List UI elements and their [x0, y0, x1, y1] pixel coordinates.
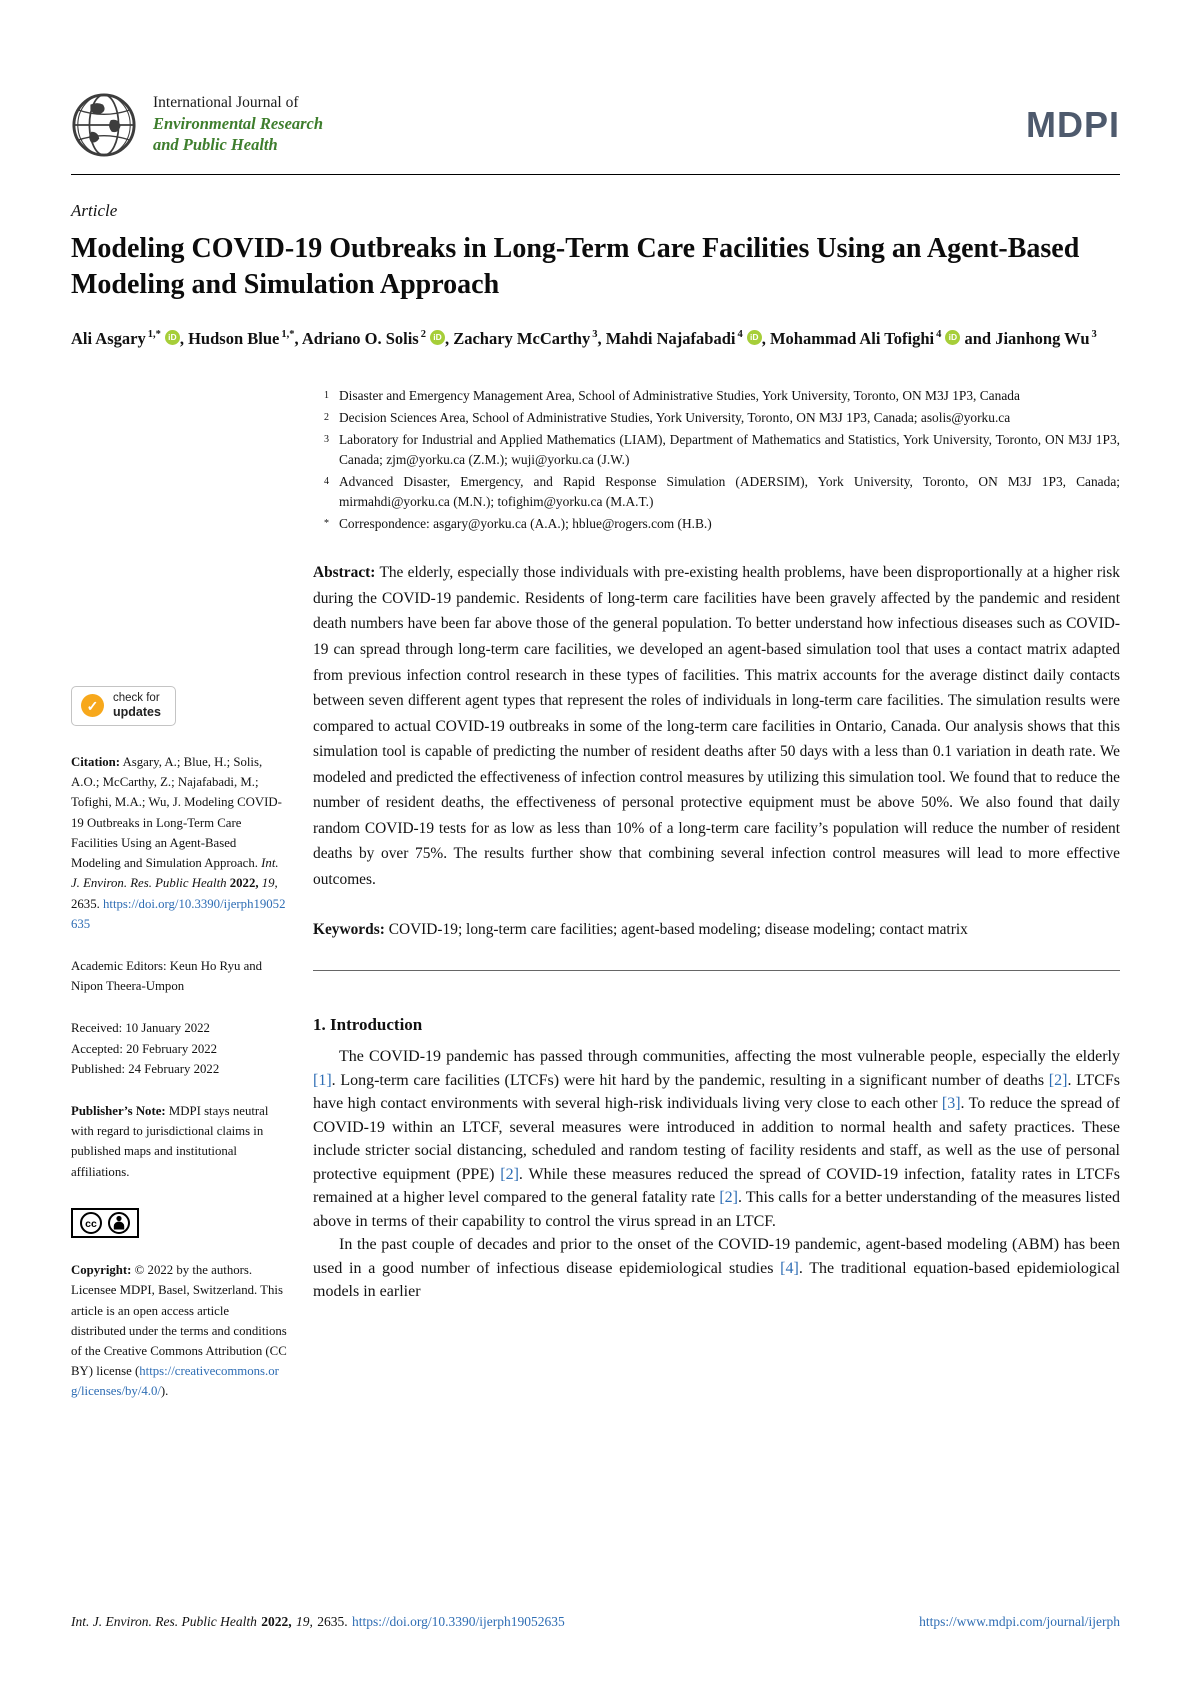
author-name: Ali Asgary — [71, 328, 146, 348]
footer-citation: Int. J. Environ. Res. Public Health 2022, 19, 2635. https://doi.org/10.3390/ijerph19052635 — [71, 1614, 565, 1629]
published-date: Published: 24 February 2022 — [71, 1061, 220, 1076]
intro-paragraphs — [313, 1045, 1120, 1304]
body-paragraph: In the past couple of decades and prior to the onset of the COVID-19 pandemic, agent-based modeling (ABM) has been used in a good number of infectious disease epidemiological studies [4]. The traditional equation-based epidemiological models in earlier — [313, 1236, 1120, 1301]
dates-block — [71, 1018, 287, 1079]
citation-ref[interactable]: [1] — [313, 1071, 332, 1089]
affiliation-text: Disaster and Emergency Management Area, School of Administrative Studies, York University, Toronto, ON M3J 1P3, Canada — [339, 387, 1020, 403]
license-link[interactable]: https://creativecommons.org/licenses/by/4.0/ — [71, 1364, 279, 1399]
orcid-icon[interactable]: iD — [747, 330, 762, 345]
author-affiliation-sup: 1,* — [147, 329, 161, 341]
affiliation-row — [313, 408, 1120, 428]
copyright-block: Copyright: © 2022 by the authors. Licensee MDPI, Basel, Switzerland. This article is an open access article distributed under the terms and conditions of the Creative Commons Attribution (CC BY) license (https://creativecommons.org/licenses/by/4.0/). — [71, 1263, 287, 1399]
cc-by-license-badge[interactable] — [71, 1208, 139, 1244]
content-columns — [71, 386, 1120, 1402]
author-name: Mahdi Najafabadi — [605, 328, 736, 348]
journal-name-line1: International Journal of — [153, 94, 299, 112]
affiliation-row — [313, 386, 1120, 406]
citation-doi-link[interactable]: https://doi.org/10.3390/ijerph19052635 — [71, 896, 286, 931]
section-divider — [313, 970, 1120, 971]
journal-brand — [71, 92, 323, 158]
author-name: Adriano O. Solis — [301, 328, 419, 348]
affiliation-text: Correspondence: asgary@yorku.ca (A.A.); hblue@rogers.com (H.B.) — [339, 516, 712, 532]
journal-name — [153, 94, 323, 155]
affiliation-text: Advanced Disaster, Emergency, and Rapid Response Simulation (ADERSIM), York University, Toronto, ON M3J 1P3, Canada; mirmahdi@yorku.ca (M.N.); tofighim@yorku.ca (M.A.T.) — [339, 473, 1120, 510]
citation-ref[interactable]: [2] — [719, 1189, 738, 1207]
affiliation-list — [313, 386, 1120, 535]
author-affiliation-sup: 4 — [936, 329, 942, 341]
author-affiliation-sup: 3 — [1091, 329, 1097, 341]
author-affiliation-sup: 1,* — [281, 329, 295, 341]
page-title: Modeling COVID-19 Outbreaks in Long-Term Care Facilities Using an Agent-Based Modeling and Simulation Approach — [71, 233, 1080, 300]
accepted-date: Accepted: 20 February 2022 — [71, 1041, 218, 1056]
check-for-updates-label: check for updates — [113, 691, 161, 719]
citation-ref[interactable]: [2] — [500, 1165, 519, 1183]
citation-label: Citation: — [71, 754, 121, 769]
copyright-label: Copyright: — [71, 1263, 132, 1278]
header-rule — [71, 174, 1120, 175]
footer — [71, 1614, 1120, 1630]
sidebar — [71, 386, 287, 1402]
affiliation-text: Decision Sciences Area, School of Administrative Studies, York University, Toronto, ON M3J 1P3, Canada; asolis@yorku.ca — [339, 409, 1011, 425]
check-for-updates-badge[interactable] — [71, 686, 176, 726]
author-name: Jianhong Wu — [995, 328, 1090, 348]
main-column — [313, 386, 1120, 1402]
footer-doi-link[interactable]: https://doi.org/10.3390/ijerph19052635 — [351, 1614, 565, 1629]
keywords-block — [313, 917, 1120, 943]
academic-editors-block: Academic Editors: Keun Ho Ryu and Nipon Theera-Umpon — [71, 958, 263, 994]
author-name: Zachary McCarthy — [453, 328, 591, 348]
author-affiliation-sup: 4 — [737, 329, 743, 341]
publishers-note-label: Publisher’s Note: — [71, 1104, 166, 1119]
article-type: Article — [71, 201, 118, 220]
affiliation-row — [313, 472, 1120, 512]
keywords-text: COVID-19; long-term care facilities; agent-based modeling; disease modeling; contact matrix — [388, 920, 968, 938]
check-icon: ✓ — [81, 694, 104, 717]
affiliation-row — [313, 430, 1120, 470]
citation-ref[interactable]: [2] — [1048, 1071, 1068, 1089]
svg-text:cc: cc — [85, 1217, 97, 1230]
citation-ref[interactable]: [3] — [941, 1095, 961, 1113]
mdpi-logo[interactable]: MDPI — [1026, 104, 1120, 145]
affiliation-marker: 2 — [324, 411, 329, 423]
author-name: Hudson Blue — [188, 328, 280, 348]
author-affiliation-sup: 2 — [420, 329, 426, 341]
orcid-icon[interactable]: iD — [945, 330, 960, 345]
body-paragraph: The COVID-19 pandemic has passed through communities, affecting the most vulnerable people, especially the elderly [1]. Long-term care facilities (LTCFs) were hit hard by the pandemic, resulting in a significant number of deaths [2]. LTCFs have high contact environments with several high-risk individuals living very close to each other [3]. To reduce the spread of COVID-19 within an LTCF, several measures were introduced in addition to normal health and safety practices. These include stricter social distancing, scheduled and random testing of facility residents and staff, as well as the use of personal protective equipment (PPE) [2]. While these measures reduced the spread of COVID-19 infection, fatality rates in LTCFs remained at a higher level compared to the general fatality rate [2]. This calls for a better understanding of the measures listed above in terms of their capability to control the virus spread in an LTCF. — [313, 1048, 1121, 1230]
academic-editors-label: Academic Editors: — [71, 958, 167, 973]
affiliation-row — [313, 514, 1120, 534]
author-name: Mohammad Ali Tofighi — [769, 328, 935, 348]
author-list: Ali Asgary $^{1,*}$ iD , Hudson Blue $^{1,*}$, Adriano O. Solis $^2$ iD , Zachary McCarthy $^3$, Mahdi Najafabadi $^4$ iD , Mohammad Ali Tofighi $^4$ iD and Jianhong Wu $^3$ — [71, 328, 1097, 348]
publishers-note-block: Publisher’s Note: MDPI stays neutral with regard to jurisdictional claims in published maps and institutional affiliations. — [71, 1104, 269, 1179]
journal-name-line2: Environmental Research — [153, 114, 324, 134]
abstract-text: The elderly, especially those individuals with pre-existing health problems, have been disproportionally at a higher risk during the COVID-19 pandemic. Residents of long-term care facilities have been gravely affected by the pandemic and resident death numbers have been far above those of the general population. To better understand how infectious diseases such as COVID-19 can spread through long-term care facilities, we developed an agent-based simulation tool that uses a contact matrix adapted from previous infection control research in these types of facilities. This matrix accounts for the average distinct daily contacts between seven different agent types that represent the roles of individuals in long-term care facilities. The simulation results were compared to actual COVID-19 outbreaks in some of the long-term care facilities in Ontario, Canada. Our analysis shows that this simulation tool is capable of predicting the number of resident deaths after 50 days with a less than 0.1 variation in death rate. We modeled and predicted the effectiveness of infection control measures by utilizing this simulation tool. We found that to reduce the number of resident deaths, the effectiveness of personal protective equipment must be above 50%. We also found that daily random COVID-19 tests for as low as less than 10% of a long-term care facility’s population will reduce the number of resident deaths by over 75%. The results further show that combining several infection control measures will lead to more effective outcomes. — [313, 564, 1120, 889]
citation-block: Citation: Asgary, A.; Blue, H.; Solis, A.O.; McCarthy, Z.; Najafabadi, M.; Tofighi, M.A.; Wu, J. Modeling COVID-19 Outbreaks in Long-Term Care Facilities Using an Agent-Based Modeling and Simulation Approach. Int. J. Environ. Res. Public Health 2022, 19, 2635. https://doi.org/10.3390/ijerph19052635 — [71, 754, 286, 931]
affiliation-marker: * — [324, 518, 329, 530]
orcid-icon[interactable]: iD — [430, 330, 445, 345]
section-heading-introduction: 1. Introduction — [313, 1015, 423, 1035]
author-affiliation-sup: 3 — [592, 329, 598, 341]
header — [71, 92, 1120, 158]
affiliation-marker: 4 — [324, 475, 329, 487]
keywords-label: Keywords: — [313, 920, 385, 938]
footer-journal-link[interactable]: https://www.mdpi.com/journal/ijerph — [919, 1614, 1120, 1629]
received-date: Received: 10 January 2022 — [71, 1021, 210, 1036]
orcid-icon[interactable]: iD — [165, 330, 180, 345]
affiliation-marker: 1 — [324, 389, 329, 401]
journal-globe-icon — [71, 92, 137, 158]
abstract-block — [313, 560, 1120, 892]
citation-ref[interactable]: [4] — [780, 1259, 799, 1277]
affiliation-text: Laboratory for Industrial and Applied Mathematics (LIAM), Department of Mathematics and Statistics, York University, Toronto, ON M3J 1P3, Canada; zjm@yorku.ca (Z.M.); wuji@yorku.ca (J.W.) — [339, 431, 1120, 467]
journal-name-line3: and Public Health — [153, 135, 278, 154]
abstract-label: Abstract: — [313, 564, 376, 582]
affiliation-marker: 3 — [324, 433, 329, 445]
